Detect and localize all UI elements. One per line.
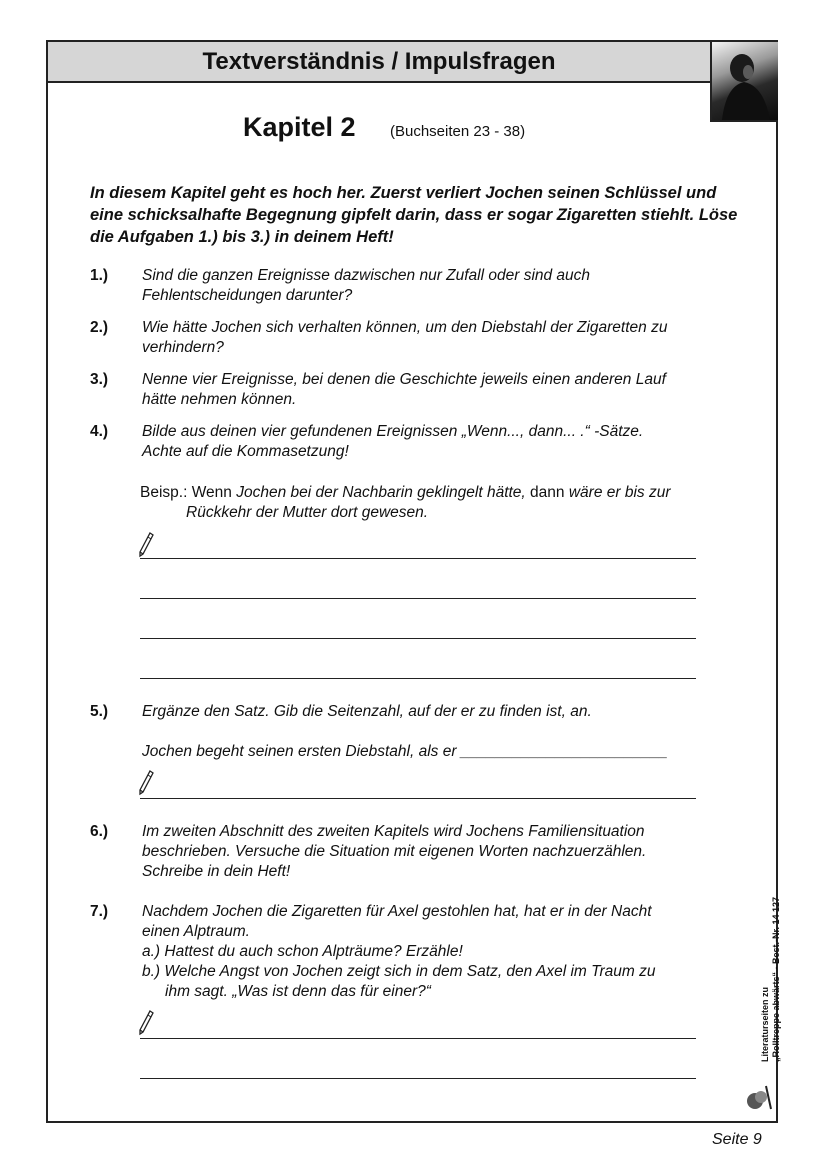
answer-line[interactable] — [140, 598, 696, 599]
question-number: 5.) — [90, 703, 109, 720]
example-sentence — [140, 483, 730, 523]
question-text — [142, 822, 732, 882]
question-line: Bilde aus deinen vier gefundenen Ereignissen „Wenn..., dann... .“ -Sätze. — [142, 423, 644, 440]
question-line: Fehlentscheidungen darunter? — [142, 287, 353, 304]
question-line: Sind die ganzen Ereignisse dazwischen nur Zufall oder sind auch — [142, 267, 591, 284]
answer-line[interactable] — [140, 1038, 696, 1039]
example-part: wäre er bis zur — [568, 484, 671, 501]
answer-line[interactable] — [140, 798, 696, 799]
example-mid: dann — [525, 484, 569, 501]
question-line: Ergänze den Satz. Gib die Seitenzahl, auf der er zu finden ist, an. — [142, 703, 592, 720]
chapter-heading — [243, 112, 525, 143]
publisher-sidebar — [742, 832, 781, 1112]
pencil-icon — [138, 1010, 154, 1036]
question-line: einen Alptraum. — [142, 923, 250, 940]
question-text — [142, 902, 732, 1002]
question-number: 6.) — [90, 823, 109, 840]
question-line: Im zweiten Abschnitt des zweiten Kapitels wird Jochens Familiensituation — [142, 823, 645, 840]
header-bar — [48, 42, 710, 83]
answer-line[interactable] — [140, 1078, 696, 1079]
question-line: Nenne vier Ereignisse, bei denen die Geschichte jeweils einen anderen Lauf — [142, 371, 666, 388]
pencil-icon — [138, 770, 154, 796]
page-number: Seite 9 — [712, 1131, 762, 1148]
pencil-icon — [138, 532, 154, 558]
question-text — [142, 702, 732, 722]
question-number: 2.) — [90, 319, 109, 336]
question-line: ihm sagt. „Was ist denn das für einer?“ — [165, 983, 431, 1000]
question-text — [142, 370, 732, 410]
question-number: 3.) — [90, 371, 109, 388]
question-line: a.) Hattest du auch schon Alpträume? Erzähle! — [142, 943, 463, 960]
sidebar-text — [760, 897, 782, 1062]
example-line-2: Rückkehr der Mutter dort gewesen. — [186, 504, 429, 521]
page-title: Textverständnis / Impulsfragen — [202, 48, 556, 75]
intro-text: In diesem Kapitel geht es hoch her. Zuerst verliert Jochen seinen Schlüssel und eine schicksalhafte Begegnung gipfelt darin, dass er sogar Zigaretten stiehlt. Löse die Aufgaben 1.) bis 3.) in deinem Heft! — [90, 184, 738, 246]
question-line: Nachdem Jochen die Zigaretten für Axel gestohlen hat, hat er in der Nacht — [142, 903, 652, 920]
question-line: Schreibe in dein Heft! — [142, 863, 291, 880]
worksheet-frame — [46, 40, 781, 1123]
boy-photo — [710, 42, 778, 122]
question-line: Achte auf die Kommasetzung! — [142, 443, 349, 460]
question-number: 7.) — [90, 903, 109, 920]
q5-sentence[interactable]: Jochen begeht seinen ersten Diebstahl, als er ________________________ — [142, 743, 668, 760]
example-prefix: Beisp.: Wenn — [140, 484, 237, 501]
kohl-verlag-logo — [744, 1082, 774, 1112]
sidebar-line-1: Literaturseiten zu — [760, 986, 770, 1062]
question-text — [142, 318, 732, 358]
question-text — [142, 422, 732, 462]
question-line: hätte nehmen können. — [142, 391, 297, 408]
chapter-title: Kapitel 2 — [243, 112, 356, 142]
question-line: beschrieben. Versuche die Situation mit eigenen Worten nachzuerzählen. — [142, 843, 647, 860]
answer-line[interactable] — [140, 678, 696, 679]
question-line: b.) Welche Angst von Jochen zeigt sich in dem Satz, den Axel im Traum zu — [142, 963, 656, 980]
question-text — [142, 266, 732, 306]
example-part: Jochen bei der Nachbarin geklingelt hätte, — [236, 484, 526, 501]
answer-line[interactable] — [140, 558, 696, 559]
question-line: verhindern? — [142, 339, 224, 356]
question-number: 4.) — [90, 423, 109, 440]
sidebar-line-2: „Rolltreppe abwärts“ - Best.-Nr. 14 127 — [771, 896, 781, 1062]
question-number: 1.) — [90, 267, 109, 284]
answer-line[interactable] — [140, 638, 696, 639]
question-line: Wie hätte Jochen sich verhalten können, um den Diebstahl der Zigaretten zu — [142, 319, 668, 336]
chapter-pages: (Buchseiten 23 - 38) — [390, 123, 526, 140]
